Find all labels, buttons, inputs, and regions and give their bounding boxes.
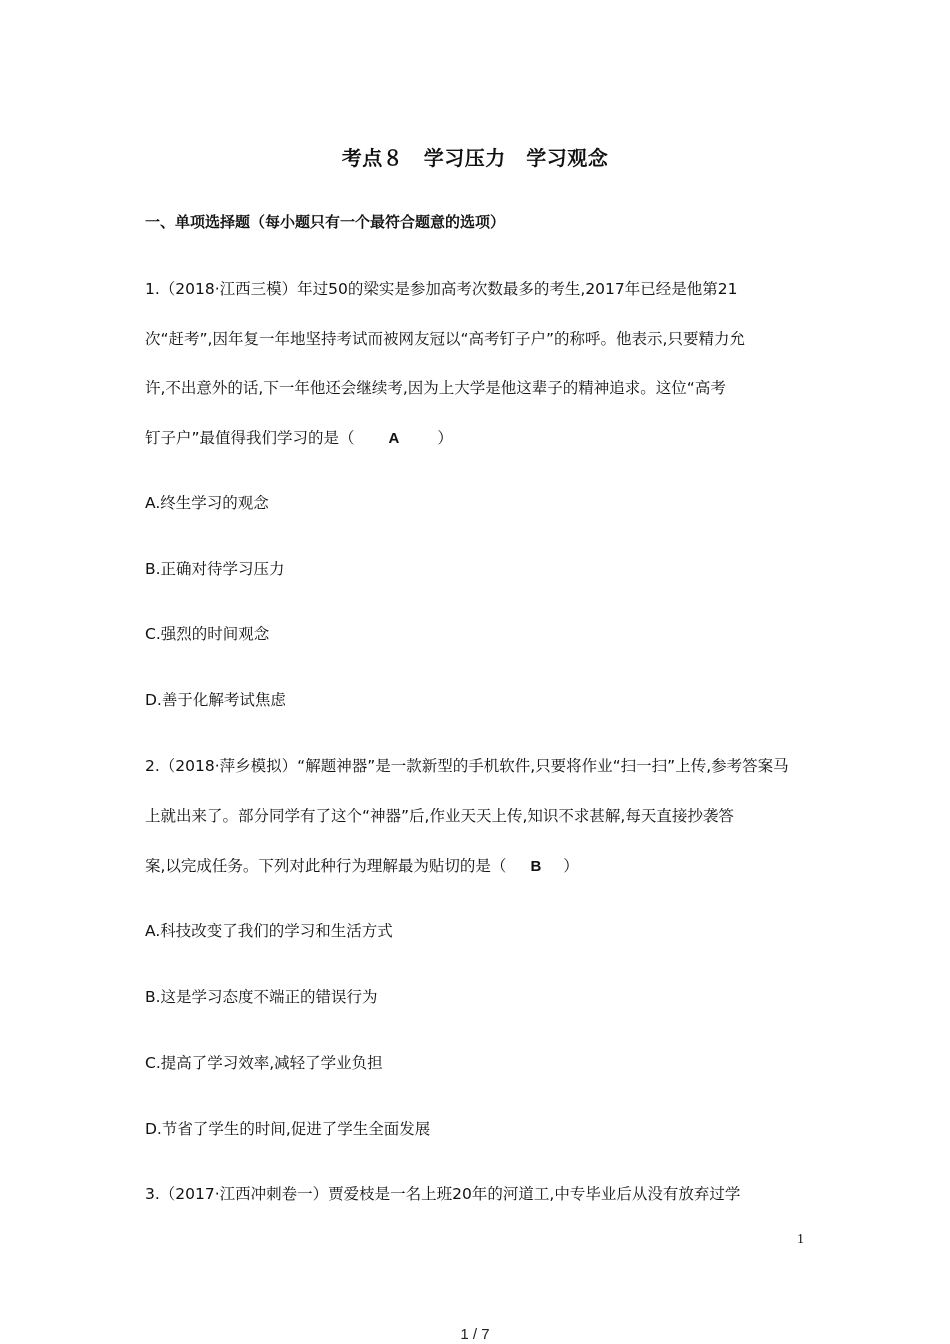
page-title: 考点８ 学习压力 学习观念 — [341, 146, 609, 170]
section-heading: 一、单项选择题（每小题只有一个最符合题意的选项） — [145, 213, 506, 231]
question-1-option-a: A.终生学习的观念 — [145, 494, 269, 512]
question-1-line-4 — [145, 427, 453, 450]
question-1-stem-end: 钉子户”最值得我们学习的是（ — [145, 429, 355, 447]
question-2-option-d: D.节省了学生的时间,促进了学生全面发展 — [145, 1120, 431, 1138]
question-2-answer: B — [530, 858, 542, 875]
question-1-line-1: 1.（2018·江西三模）年过50的梁实是参加高考次数最多的考生,2017年已经是他第21 — [145, 280, 738, 298]
question-2-option-b: B.这是学习态度不端正的错误行为 — [145, 988, 378, 1006]
page-number: 1 — [797, 1232, 804, 1247]
question-2-line-2: 上就出来了。部分同学有了这个“神器”后,作业天天上传,知识不求甚解,每天直接抄袭答 — [145, 807, 734, 825]
question-3-line-1: 3.（2017·江西冲刺卷一）贾爱枝是一名上班20年的河道工,中专毕业后从没有放弃过学 — [145, 1185, 741, 1203]
question-1-answer: A — [388, 430, 400, 447]
question-1-option-b: B.正确对待学习压力 — [145, 560, 285, 578]
question-1-line-3: 许,不出意外的话,下一年他还会继续考,因为上大学是他这辈子的精神追求。这位“高考 — [145, 379, 726, 397]
page-indicator: 1 / 7 — [460, 1326, 490, 1343]
question-2-close-paren: ） — [563, 857, 579, 875]
question-1-option-d: D.善于化解考试焦虑 — [145, 691, 286, 709]
question-1-line-2: 次“赶考”,因年复一年地坚持考试而被网友冠以“高考钉子户”的称呼。他表示,只要精力允 — [145, 330, 745, 348]
question-2-stem-end: 案,以完成任务。下列对此种行为理解最为贴切的是（ — [145, 857, 507, 875]
question-2-line-1: 2.（2018·萍乡模拟）“解题神器”是一款新型的手机软件,只要将作业“扫一扫”上传,参考答案马 — [145, 757, 789, 775]
question-2-line-3 — [145, 855, 579, 878]
question-1-option-c: C.强烈的时间观念 — [145, 625, 270, 643]
question-2-option-c: C.提高了学习效率,减轻了学业负担 — [145, 1054, 383, 1072]
question-1-close-paren: ） — [437, 429, 453, 447]
question-2-option-a: A.科技改变了我们的学习和生活方式 — [145, 922, 393, 940]
